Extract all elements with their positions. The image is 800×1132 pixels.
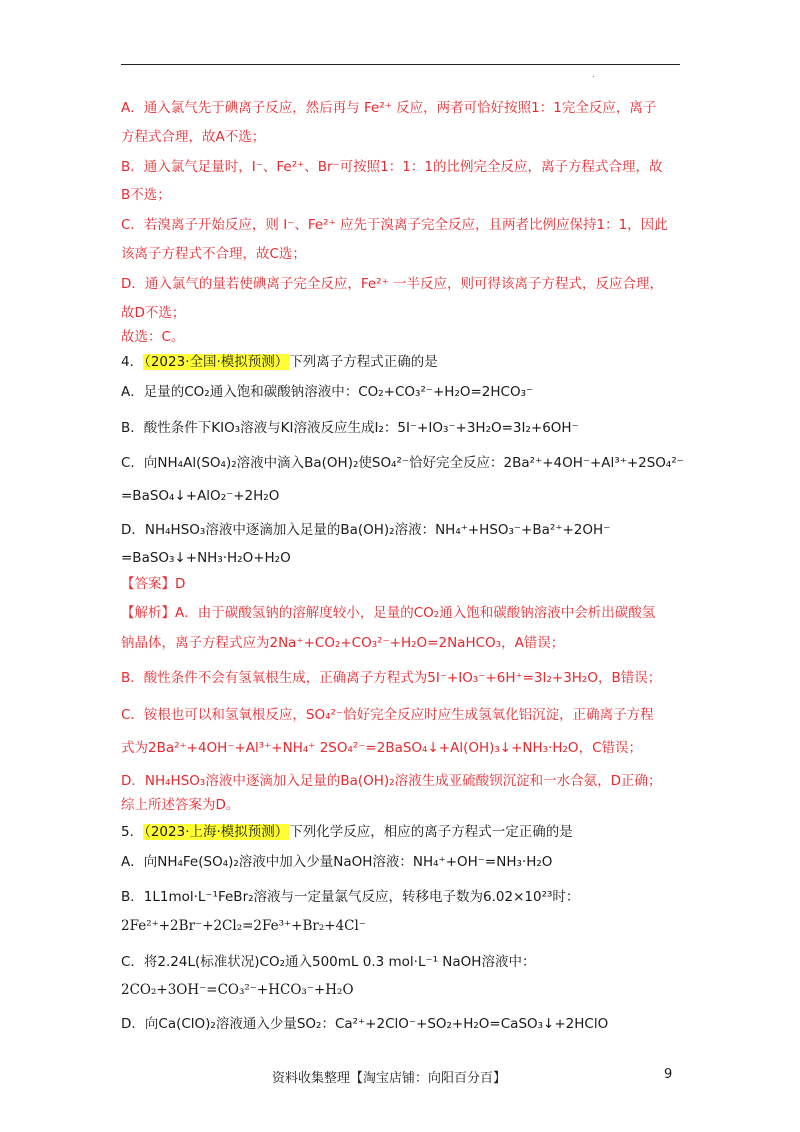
question-number: 4．	[121, 354, 144, 370]
analysis-line: C．铵根也可以和氢氧根反应，SO₄²⁻恰好完全反应时应生成氢氧化铝沉淀，正确离子方程	[121, 707, 654, 723]
header-rule	[121, 64, 680, 65]
option-c-formula: 2CO₂+3OH⁻=CO₃²⁻+HCO₃⁻+H₂O	[121, 982, 354, 998]
option-c: C．将2.24L(标准状况)CO₂通入500mL 0.3 mol·L⁻¹ NaOH溶液中：	[121, 954, 536, 970]
explanation-line: 方程式合理，故A不选；	[121, 129, 266, 145]
question-stem: 下列化学反应，相应的离子方程式一定正确的是	[289, 824, 573, 840]
source-tag: （2023·全国·模拟预测）	[144, 354, 289, 370]
analysis-line: 钠晶体，离子方程式应为2Na⁺+CO₂+CO₃²⁻+H₂O=2NaHCO₃，A错误；	[121, 635, 565, 651]
question-4-heading	[121, 352, 438, 372]
option-b-formula: 2Fe²⁺+2Br⁻+2Cl₂=2Fe³⁺+Br₂+4Cl⁻	[121, 918, 366, 934]
explanation-line: B．通入氯气足量时，I⁻、Fe²⁺、Br⁻可按照1：1：1的比例完全反应，离子方程式合理，故	[121, 159, 663, 175]
analysis-line: D．NH₄HSO₃溶液中逐滴加入足量的Ba(OH)₂溶液生成亚硫酸钡沉淀和一水合氨，D正确；	[121, 773, 662, 789]
source-tag: （2023·上海·模拟预测）	[144, 824, 289, 840]
explanation-line: 故D不选；	[121, 305, 186, 321]
option-b: B．1L1mol·L⁻¹FeBr₂溶液与一定量氯气反应，转移电子数为6.02×10²³时：	[121, 889, 580, 905]
explanation-line: A．通入氯气先于碘离子反应，然后再与 Fe²⁺ 反应，两者可恰好按照1：1完全反应，离子	[121, 100, 657, 116]
question-5-heading	[121, 822, 573, 842]
header-dot: .	[592, 70, 595, 79]
option-b: B．酸性条件下KIO₃溶液与KI溶液反应生成I₂：5I⁻+IO₃⁻+3H₂O=3I₂+6OH⁻	[121, 420, 579, 436]
answer-label: 【答案】D	[121, 576, 186, 592]
footer-text: 资料收集整理【淘宝店铺：向阳百分百】	[272, 1071, 507, 1086]
question-number: 5．	[121, 824, 144, 840]
option-a: A．向NH₄Fe(SO₄)₂溶液中加入少量NaOH溶液：NH₄⁺+OH⁻=NH₃·H₂O	[121, 854, 553, 870]
page-number: 9	[664, 1067, 673, 1082]
analysis-line: 【解析】A．由于碳酸氢钠的溶解度较小，足量的CO₂通入饱和碳酸钠溶液中会析出碳酸氢	[121, 605, 656, 621]
question-stem: 下列离子方程式正确的是	[289, 354, 438, 370]
explanation-line: 该离子方程式不合理，故C选；	[121, 246, 306, 262]
explanation-line: D．通入氯气的量若使碘离子完全反应，Fe²⁺ 一半反应，则可得该离子方程式，反应合理，	[121, 276, 664, 292]
answer-selection: 故选：C。	[121, 329, 185, 345]
option-c: C．向NH₄Al(SO₄)₂溶液中滴入Ba(OH)₂使SO₄²⁻恰好完全反应：2Ba²⁺+4OH⁻+Al³⁺+2SO₄²⁻	[121, 455, 684, 471]
explanation-line: B不选；	[121, 187, 171, 203]
explanation-line: C．若溴离子开始反应，则 I⁻、Fe²⁺ 应先于溴离子完全反应，且两者比例应保持1：1，因此	[121, 217, 668, 233]
analysis-line: 式为2Ba²⁺+4OH⁻+Al³⁺+NH₄⁺ 2SO₄²⁻=2BaSO₄↓+Al(OH)₃↓+NH₃·H₂O，C错误；	[121, 740, 642, 756]
analysis-line: B．酸性条件不会有氢氧根生成，正确离子方程式为5I⁻+IO₃⁻+6H⁺=3I₂+3H₂O，B错误；	[121, 670, 662, 686]
option-a: A．足量的CO₂通入饱和碳酸钠溶液中：CO₂+CO₃²⁻+H₂O=2HCO₃⁻	[121, 384, 534, 400]
option-d: D．向Ca(ClO)₂溶液通入少量SO₂：Ca²⁺+2ClO⁻+SO₂+H₂O=CaSO₃↓+2HClO	[121, 1016, 609, 1032]
option-d: D．NH₄HSO₃溶液中逐滴加入足量的Ba(OH)₂溶液：NH₄⁺+HSO₃⁻+Ba²⁺+2OH⁻	[121, 522, 611, 538]
analysis-conclusion: 综上所述答案为D。	[121, 797, 240, 813]
option-c-continued: =BaSO₄↓+AlO₂⁻+2H₂O	[121, 488, 280, 504]
option-d-continued: =BaSO₃↓+NH₃·H₂O+H₂O	[121, 550, 291, 566]
